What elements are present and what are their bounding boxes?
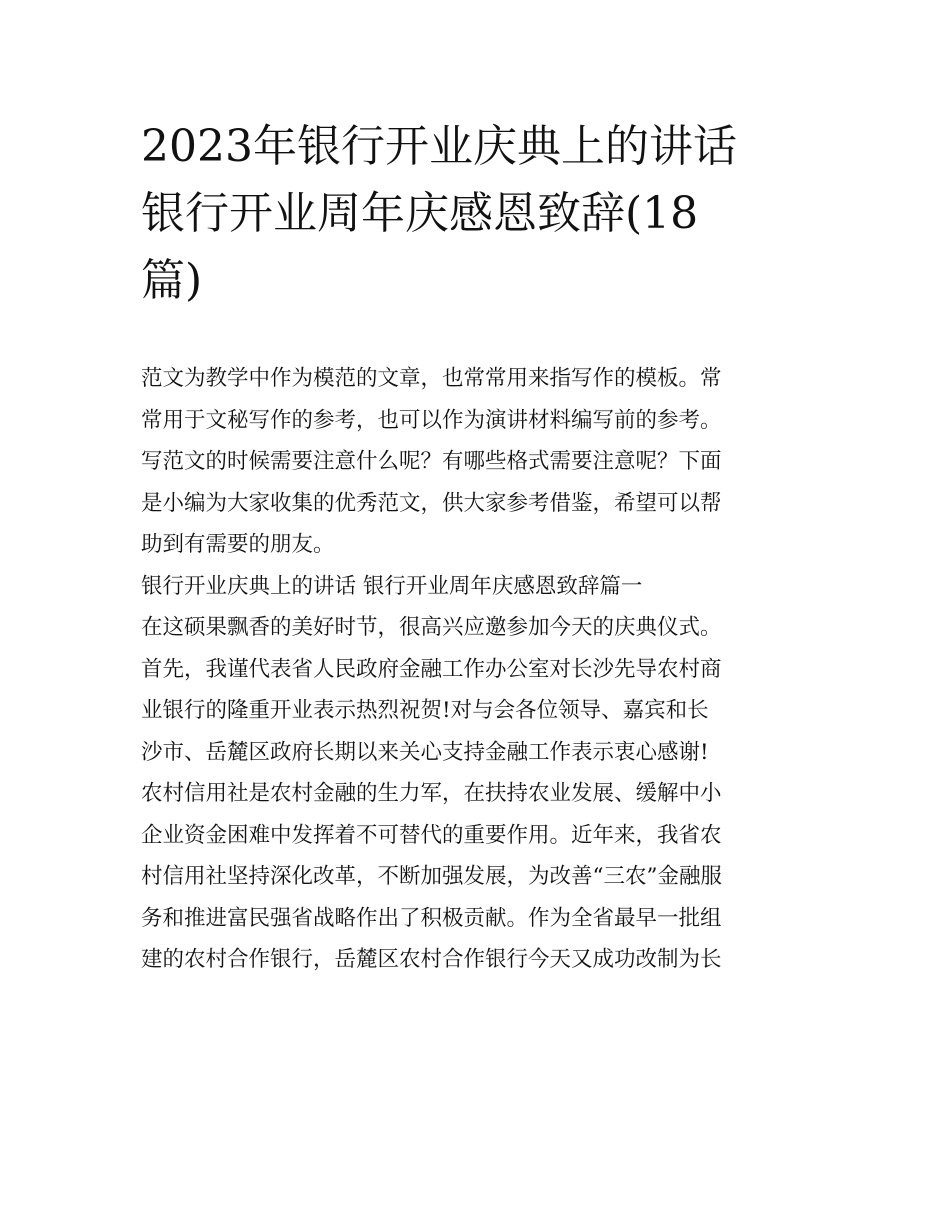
document-body bbox=[141, 358, 813, 981]
title-line: 2023年银行开业庆典上的讲话 bbox=[141, 121, 737, 172]
paragraph-line: 沙市、岳麓区政府长期以来关心支持金融工作表示衷心感谢! bbox=[141, 739, 709, 765]
document-title bbox=[141, 113, 813, 314]
paragraph-line: 农村信用社是农村金融的生力军，在扶持农业发展、缓解中小 bbox=[141, 781, 722, 806]
paragraph-line: 业银行的隆重开业表示热烈祝贺!对与会各位领导、嘉宾和长 bbox=[141, 698, 709, 723]
paragraph-line: 首先，我谨代表省人民政府金融工作办公室对长沙先导农村商 bbox=[141, 656, 722, 682]
paragraph-line: 助到有需要的朋友。 bbox=[141, 532, 335, 557]
paragraph-line: 务和推进富民强省战略作出了积极贡献。作为全省最早一批组 bbox=[141, 905, 722, 931]
paragraph-line: 常用于文秘写作的参考，也可以作为演讲材料编写前的参考。 bbox=[141, 407, 722, 433]
paragraph-line: 建的农村合作银行，岳麓区农村合作银行今天又成功改制为长 bbox=[141, 947, 722, 972]
paragraph-line: 范文为教学中作为模范的文章，也常常用来指写作的模板。常 bbox=[141, 366, 722, 391]
paragraph-line: 是小编为大家收集的优秀范文，供大家参考借鉴，希望可以帮 bbox=[141, 490, 722, 516]
intro-paragraph bbox=[141, 358, 813, 566]
paragraph-line: 村信用社坚持深化改革，不断加强发展，为改善“三农”金融服 bbox=[141, 864, 722, 889]
section-heading-text: 银行开业庆典上的讲话 银行开业周年庆感恩致辞篇一 bbox=[141, 573, 643, 599]
title-line: 银行开业周年庆感恩致辞(18 bbox=[141, 188, 699, 239]
paragraph-line: 在这硕果飘香的美好时节，很高兴应邀参加今天的庆典仪式。 bbox=[141, 615, 722, 640]
paragraph-line: 企业资金困难中发挥着不可替代的重要作用。近年来，我省农 bbox=[141, 822, 722, 848]
section-heading bbox=[141, 566, 813, 608]
section-paragraph bbox=[141, 607, 813, 981]
paragraph-line: 写范文的时候需要注意什么呢？有哪些格式需要注意呢？下面 bbox=[141, 449, 722, 474]
title-line: 篇) bbox=[141, 255, 203, 306]
